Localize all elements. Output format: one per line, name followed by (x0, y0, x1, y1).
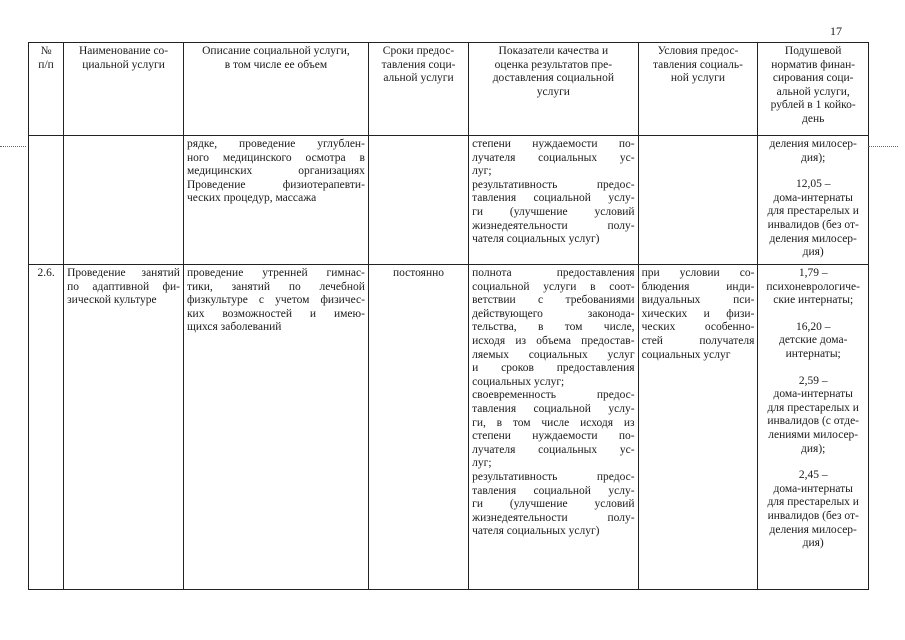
text-line: тики, занятий по лечебной (186, 280, 365, 293)
cell-num (29, 136, 64, 265)
text-line: и сроков предоставления (472, 362, 635, 375)
text-line: чателя социальных услуг) (472, 233, 600, 246)
text-line: ги, в том числе исходя из (472, 416, 635, 429)
text-line: ческих особенно- (641, 321, 755, 334)
group-gap (761, 165, 865, 178)
text-line: оценка результатов пре- (494, 58, 613, 71)
cell-name (64, 136, 184, 265)
text-line: ветствии с требованиями (472, 294, 635, 307)
norm-text-line: 16,20 – (795, 320, 831, 333)
norm-text-line: деления милосер- (769, 523, 857, 536)
text-line: сирования соци- (772, 72, 854, 85)
text-line: Показатели качества и (498, 45, 609, 57)
text-line: норматив финан- (771, 58, 856, 71)
norm-text-line: психоневрологиче- (766, 280, 860, 293)
norm-text-line: детские дома- (778, 334, 848, 347)
norm-text-line: для престарелых и (767, 401, 859, 414)
text-line: жизнедеятельности полу- (472, 511, 635, 524)
cell-norm (758, 265, 869, 590)
text-line: тавления социальной услу- (472, 192, 635, 205)
text-line: Проведение занятий (67, 267, 180, 279)
text-line: Проведение физиотерапевти- (186, 178, 365, 191)
text-line: стей получателя (641, 334, 755, 347)
text-line: Подушевой (784, 45, 842, 57)
table-row (29, 265, 869, 590)
text-line: доставления социальной (492, 72, 614, 85)
text-line: Сроки предос- (382, 45, 455, 57)
text-line: исходя из объема предостав- (472, 334, 635, 347)
services-table (28, 42, 869, 590)
text-line: Описание социальной услуги, (202, 45, 350, 57)
text-line: по адаптивной фи- (67, 280, 180, 293)
text-line: тавления соци- (381, 58, 456, 71)
cell-quality (469, 136, 638, 265)
text-line: тавления социаль- (652, 58, 743, 71)
cell-desc (183, 136, 368, 265)
page-number: 17 (830, 24, 842, 38)
text-line: видуальных пси- (641, 294, 755, 307)
text-line: луг; (472, 165, 492, 178)
text-line: рублей в 1 койко- (770, 99, 856, 112)
text-line: результативность предос- (472, 178, 635, 191)
text-line: день (802, 112, 825, 125)
cell-terms (368, 136, 468, 265)
text-line: щихся заболеваний (186, 321, 282, 334)
norm-text-line: лениями милосер- (768, 428, 859, 441)
norm-text-line: 1,79 – (798, 267, 828, 279)
text-line: альной услуги (383, 72, 454, 85)
cell-name (64, 265, 184, 590)
text-line: полнота предоставления (472, 267, 635, 279)
text-line: рядке, проведение углублен- (186, 138, 365, 150)
norm-text-line: дома-интернаты (773, 191, 853, 204)
text-line: медицинских организациях (186, 165, 365, 178)
header-cond (638, 43, 758, 136)
text-line: Наименование со- (78, 45, 169, 57)
norm-text-line: интернаты; (785, 347, 841, 360)
norm-text-line: дома-интернаты (773, 388, 853, 401)
text-line: чателя социальных услуг) (472, 525, 600, 538)
text-line: луг; (472, 457, 492, 470)
text-line: блюдения инди- (641, 280, 755, 293)
norm-text-line: дия); (801, 442, 826, 455)
text-line: альной услуги, (776, 85, 850, 98)
text-line: п/п (38, 58, 54, 71)
text-line: социальных услуг (641, 348, 731, 361)
text-line: степени нуждаемости по- (472, 138, 635, 150)
norm-text-line: дия) (802, 246, 824, 259)
text-line: проведение утренней гимнас- (186, 267, 365, 279)
norm-text-line: 2,45 – (798, 469, 828, 482)
text-line: социальных услуг; (472, 375, 565, 388)
text-line: ляемых социальных услуг (472, 348, 635, 361)
table-header-row (29, 43, 869, 136)
norm-text-line: для престарелых и (767, 496, 859, 509)
norm-text-line: 2,59 – (798, 374, 828, 387)
header-desc (183, 43, 368, 136)
text-line: при условии со- (641, 267, 755, 279)
scan-dotted-line (0, 146, 26, 148)
text-line: лучателя социальных ус- (472, 443, 635, 456)
cell-cond (638, 136, 758, 265)
header-num (29, 43, 64, 136)
text-line: хических и физи- (641, 307, 755, 320)
norm-text-line: 12,05 – (795, 178, 831, 191)
cell-desc (183, 265, 368, 590)
header-quality (469, 43, 638, 136)
text-line: социальной услуги в соот- (472, 280, 635, 293)
text-line: № (40, 45, 52, 57)
text-line: ческих процедур, массажа (186, 192, 317, 205)
norm-text-line: для престарелых и (767, 205, 859, 218)
text-line: жизнедеятельности полу- (472, 219, 635, 232)
header-name (64, 43, 184, 136)
text-line: ги (улучшение условий (472, 205, 635, 218)
text-line: физкультуре с учетом физичес- (186, 294, 365, 307)
text-line: услуги (536, 85, 570, 98)
text-line: зической культуре (67, 294, 157, 307)
norm-text-line: инвалидов (с отде- (767, 415, 860, 428)
text-line: ного медицинского осмотра в (186, 151, 365, 164)
group-gap (761, 456, 865, 469)
norm-text-line: деления милосер- (769, 232, 857, 245)
cell-quality (469, 265, 638, 590)
text-line: степени нуждаемости по- (472, 430, 635, 443)
scan-dotted-line (868, 146, 898, 148)
norm-text-line: дия) (802, 537, 824, 550)
norm-text-line: дия); (801, 151, 826, 164)
group-gap (761, 362, 865, 375)
text-line: лучателя социальных ус- (472, 151, 635, 164)
group-gap (761, 308, 865, 321)
text-line: тавления социальной услу- (472, 484, 635, 497)
cell-cond (638, 265, 758, 590)
text-line: циальной услуги (82, 58, 165, 71)
norm-text-line: ские интернаты; (773, 294, 854, 307)
norm-text-line: инвалидов (без от- (767, 509, 859, 522)
text-line: ной услуги (670, 72, 726, 85)
text-line: ких возможностей и имею- (186, 307, 365, 320)
text-line: действующего законода- (472, 307, 635, 320)
text-line: своевременность предос- (472, 389, 635, 402)
norm-text-line: деления милосер- (769, 138, 857, 150)
table-row (29, 136, 869, 265)
norm-text-line: инвалидов (без от- (767, 218, 859, 231)
text-line: тавления социальной услу- (472, 402, 635, 415)
cell-terms: постоянно (368, 265, 468, 590)
header-norm (758, 43, 869, 136)
text-line: тельства, в том числе, (472, 321, 635, 334)
cell-num: 2.6. (29, 265, 64, 590)
text-line: в том числе ее объем (224, 58, 328, 71)
norm-text-line: дома-интернаты (773, 482, 853, 495)
cell-norm (758, 136, 869, 265)
text-line: Условия предос- (657, 45, 739, 57)
header-terms (368, 43, 468, 136)
text-line: результативность предос- (472, 470, 635, 483)
text-line: ги (улучшение условий (472, 498, 635, 511)
